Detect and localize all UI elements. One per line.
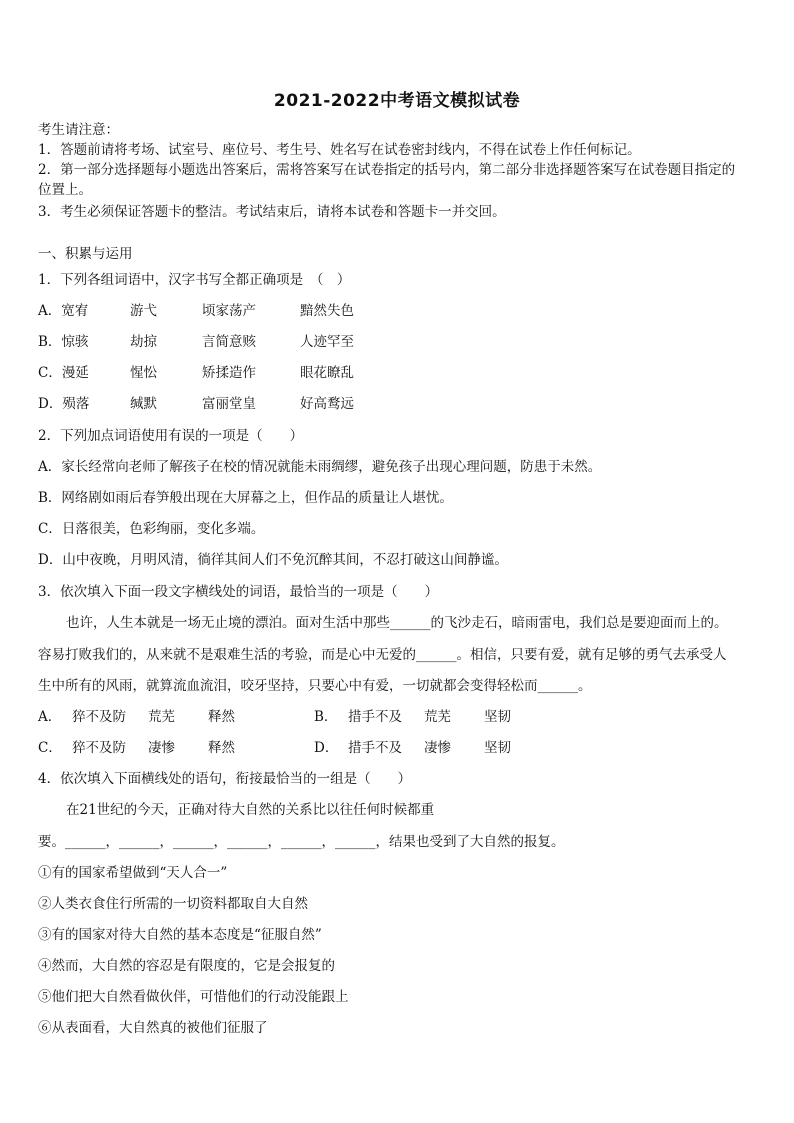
option-word: 言简意赅: [202, 334, 256, 350]
option-word: 人迹罕至: [300, 334, 354, 350]
option-word: 眼花瞭乱: [300, 365, 354, 381]
option-word: 劫掠: [130, 334, 157, 350]
notice-item-1: 1．答题前请将考场、试室号、座位号、考生号、姓名写在试卷密封线内，不得在试卷上作任何标记。: [38, 142, 641, 158]
option-word: A．宽宥: [38, 303, 89, 319]
option-word: D．殒落: [38, 396, 90, 412]
notice-item-2: 2．第一部分选择题每小题选出答案后，需将答案写在试卷指定的括号内，第二部分非选择题答案写在试卷题目指定的: [38, 162, 736, 178]
option-word: 释然: [208, 709, 235, 725]
question-4-passage-line-1: 在21世纪的今天，正确对待大自然的关系比以往任何时候都重: [66, 802, 435, 818]
question-1-stem: 1．下列各组词语中，汉字书写全都正确项是 （ ）: [38, 272, 351, 288]
question-3-option-a: [38, 708, 314, 726]
option-word: 缄默: [130, 396, 157, 412]
option-word: 惺忪: [130, 365, 157, 381]
question-1-option-c: [38, 364, 400, 382]
question-3-passage-line-1: 也许，人生本就是一场无止境的漂泊。面对生活中那些______的飞沙走石，暗雨雷电，我们总是要迎面而上的。: [66, 615, 728, 631]
question-4-stem: 4．依次填入下面横线处的语句，衔接最恰当的一组是（ ）: [38, 771, 412, 787]
question-4-item-3: ③有的国家对待大自然的基本态度是“征服自然”: [38, 927, 322, 943]
question-2-stem: 2．下列加点词语使用有误的一项是（ ）: [38, 428, 304, 444]
question-4-item-4: ④然而，大自然的容忍是有限度的，它是会报复的: [38, 958, 335, 974]
option-letter: C．: [38, 740, 62, 756]
exam-title: 2021-2022中考语文模拟试卷: [273, 91, 521, 111]
question-3-option-d: [314, 739, 590, 757]
question-3-passage-line-2: 容易打败我们的，从来就不是艰难生活的考验，而是心中无爱的______。相信，只要有爱，就有足够的勇气去承受人: [38, 647, 727, 663]
option-word: 荒芜: [148, 709, 175, 725]
question-3-option-c: [38, 739, 314, 757]
question-3-stem: 3．依次填入下面一段文字横线处的词语，最恰当的一项是（ ）: [38, 584, 439, 600]
option-word: 凄惨: [424, 740, 451, 756]
option-word: 坚韧: [484, 740, 511, 756]
option-word: 措手不及: [348, 740, 402, 756]
option-word: 顷家荡产: [202, 303, 256, 319]
notice-heading: 考生请注意：: [38, 122, 119, 138]
notice-item-2-cont: 位置上。: [38, 182, 92, 198]
option-word: B．惊骇: [38, 334, 89, 350]
question-4-item-1: ①有的国家希望做到“天人合一”: [38, 865, 228, 881]
option-letter: B．: [314, 709, 338, 725]
question-3-option-b: [314, 708, 590, 726]
option-word: 富丽堂皇: [202, 396, 256, 412]
option-word: 猝不及防: [72, 709, 126, 725]
question-2-option-d: D．山中夜晚，月明风清，徜徉其间人们不免沉醉其间，不忍打破这山间静谧。: [38, 552, 508, 568]
option-word: 好高鹜远: [300, 396, 354, 412]
option-letter: A．: [38, 709, 62, 725]
option-word: 凄惨: [148, 740, 175, 756]
question-1-option-d: [38, 395, 400, 413]
question-1-option-a: [38, 302, 400, 320]
option-word: 游弋: [130, 303, 157, 319]
question-1-option-b: [38, 333, 400, 351]
notice-item-3: 3．考生必须保证答题卡的整洁。考试结束后，请将本试卷和答题卡一并交回。: [38, 204, 506, 220]
question-4-item-6: ⑥从表面看，大自然真的被他们征服了: [38, 1020, 268, 1036]
option-letter: D．: [314, 740, 339, 756]
question-2-option-c: C．日落很美，色彩绚丽，变化多端。: [38, 521, 265, 537]
option-word: 措手不及: [348, 709, 402, 725]
question-4-item-5: ⑤他们把大自然看做伙伴，可惜他们的行动没能跟上: [38, 989, 349, 1005]
question-2-option-a: A．家长经常向老师了解孩子在校的情况就能未雨绸缪，避免孩子出现心理问题，防患于未然。: [38, 459, 602, 475]
option-word: 荒芜: [424, 709, 451, 725]
section-heading: 一、积累与运用: [38, 246, 133, 262]
option-word: 矫揉造作: [202, 365, 256, 381]
question-2-option-b: B．网络剧如雨后春笋般出现在大屏幕之上，但作品的质量让人堪忧。: [38, 490, 453, 506]
question-4-item-2: ②人类衣食住行所需的一切资料都取自大自然: [38, 896, 308, 912]
option-word: 猝不及防: [72, 740, 126, 756]
option-word: C．漫延: [38, 365, 89, 381]
option-word: 坚韧: [484, 709, 511, 725]
question-4-passage-line-2: 要。______，______，______，______，______，______，结果也受到了大自然的报复。: [38, 834, 565, 850]
option-word: 释然: [208, 740, 235, 756]
question-3-passage-line-3: 生中所有的风雨，就算流血流泪，咬牙坚持，只要心中有爱，一切就都会变得轻松而______。: [38, 678, 592, 694]
option-word: 黯然失色: [300, 303, 354, 319]
